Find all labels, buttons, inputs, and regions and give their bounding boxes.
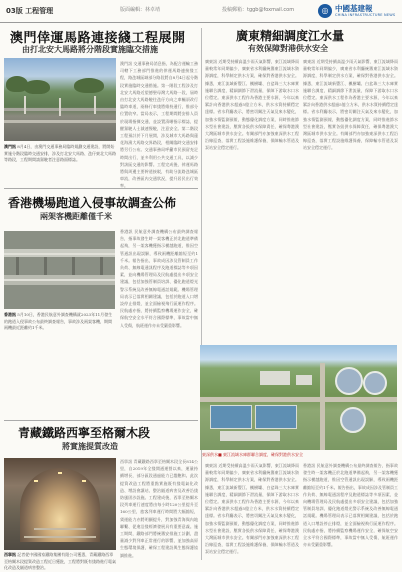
article3-body: 香港訊 民航意外調查機構公布最終調查報告，指事故發生時一架客機正於北跑道準備起飛，另一架客機獲指示橫越跑道，惟因空管通訊出現誤解，導致兩機距離縮短至約1千米。報告指出，事故成因涉及管制員工作負荷、無線電通訊程序及跑道標誌等多項因素，並向機場管理局及民航處提出多項安全建議，包括加強管制員培訓、優化跑道燈光警示系統及改善無線電通話規範。機場管理局表示已落實相關建議，包括於跑道入口增設停止排燈，並全面檢視飛行區運作程序。民航處亦指，將持續監察機場運作安全，確保航空安全水平符合國際標準，事故當中無人受傷，航班運作亦未受嚴重影響。 bbox=[120, 229, 198, 328]
article1-caption-text: 8月4日，由澳門交通事務局臨時規劃交通建設，將開始實施分階段臨時交通安排，涉及打北安大馬路、氹仔東北大馬路等路段，工程期間請駕駛者注意路面標誌。 bbox=[4, 144, 116, 162]
article1-title[interactable]: 澳門倖運馬路連接綫工程展開 bbox=[10, 31, 186, 46]
page-header bbox=[0, 0, 402, 23]
article2-body-continued: 廣東訊 近期受持續高溫少雨天氣影響，東江流域降雨量較常年同期偏少，廣東省水利廳統籌東江流域水資源調度，科學制定供水方案，確保對香港供水安全。據悉，東江流域新豐江、楓樹壩、白盆珠三大水庫實施聯合調度，精細調節下泄流量，保障下游取水口水位穩定。東深供水工程作為香港主要水源，今年以來累計向香港供水超過5億立方米，供水水質持續穩定達標。省水利廳表示，將密切關注天氣及來水變化，加強水情監測預報，動態優化調度方案，同時推進節水型社會建設，壓實各級供水保障責任，確保粵港澳大灣區城市供水安全。有關部門亦加強東深供水工程沿線巡查，落實工程設施維護保養，保障輸水管道及泵站安全穩定運行。 bbox=[205, 463, 299, 555]
article4-body: 西寧訊 青藏鐵路西寧至格爾木段全長814公里，自2019年全綫開通運營以來，運量持續增長，部分區段通過能力已趨飽和。此次提質改造工程將重點實施既有綫電氣化改造、增設會讓站、整治隧道病害及改善沿綫防風固沙設施。工程建成後，西寧至格爾木段列車運行速度將由每小時120公里提升至160公里，旅客列車運行時間將大幅縮短，貨運能力亦將明顯提升，對加強青海與內地聯繫、促進沿綫經濟發展具有重要意義。施工期間，鐵路部門將統籌安排施工計劃，盡量減少對列車正常運行的影響，並加強高原生態環境保護，確保工程建設與生態保護協調推進。 bbox=[120, 459, 198, 558]
article4-title[interactable]: 青藏鐵路西寧至格爾木段 bbox=[18, 426, 151, 440]
reservoir-aerial-photo bbox=[200, 345, 397, 450]
article1-caption-label: 澳門訊 bbox=[4, 144, 16, 149]
article2-body-left: 廣東訊 近期受持續高溫少雨天氣影響，東江流域降雨量較常年同期偏少，廣東省水利廳統籌東江流域水資源調度，科學制定供水方案，確保對香港供水安全。據悉，東江流域新豐江、楓樹壩、白盆珠三大水庫實施聯合調度，精細調節下泄流量，保障下游取水口水位穩定。東深供水工程作為香港主要水源，今年以來累計向香港供水超過5億立方米，供水水質持續穩定達標。省水利廳表示，將密切關注天氣及來水變化，加強水情監測預報，動態優化調度方案，同時推進節水型社會建設，壓實各級供水保障責任，確保粵港澳大灣區城市供水安全。有關部門亦加強東深供水工程沿線巡查，落實工程設施維護保養，保障輸水管道及泵站安全穩定運行。 bbox=[205, 59, 299, 151]
article-divider-2 bbox=[4, 420, 198, 421]
logo-chinese-name: 中國基建報 bbox=[335, 4, 373, 13]
article4-subtitle: 將實施提質改造 bbox=[62, 441, 118, 451]
column-divider bbox=[201, 28, 202, 560]
article4-caption-text: 記者從中國國家鐵路集團有限公司獲悉，青藏鐵路西寧至格爾木段提質改造工程近日獲批，工程將對既有綫路進行電氣化改造及隧道病害整治。 bbox=[4, 552, 116, 570]
road-construction-photo bbox=[4, 58, 116, 141]
editor-label: 版面編輯：林卓靖 bbox=[120, 7, 161, 13]
article3-caption-text: 5月10日，香港民航意外調查機構就2023年11月發生的跑道入侵事故公布最終調查報告，事故涉及兩架客機，期間兩機最近距離約1千米。 bbox=[4, 312, 113, 330]
article2-body-right: 廣東訊 近期受持續高溫少雨天氣影響，東江流域降雨量較常年同期偏少，廣東省水利廳統籌東江流域水資源調度，科學制定供水方案，確保對香港供水安全。據悉，東江流域新豐江、楓樹壩、白盆珠三大水庫實施聯合調度，精細調節下泄流量，保障下游取水口水位穩定。東深供水工程作為香港主要水源，今年以來累計向香港供水超過5億立方米，供水水質持續穩定達標。省水利廳表示，將密切關注天氣及來水變化，加強水情監測預報，動態優化調度方案，同時推進節水型社會建設，壓實各級供水保障責任，確保粵港澳大灣區城市供水安全。有關部門亦加強東深供水工程沿線巡查，落實工程設施維護保養，保障輸水管道及泵站安全穩定運行。 bbox=[303, 59, 398, 151]
logo-english-name: CHINA INFRASTRUCTURE NEWS bbox=[335, 13, 396, 17]
article1-caption bbox=[4, 144, 116, 176]
reservoir-photo-caption: 東深供水■ 東江流域水庫群聯合調度，確保對港供水安全 bbox=[202, 452, 304, 457]
article3-caption bbox=[4, 312, 115, 354]
masthead-logo bbox=[318, 3, 398, 19]
article3-body-continued: 香港訊 民航意外調查機構公布最終調查報告，指事故發生時一架客機正於北跑道準備起飛，另一架客機獲指示橫越跑道，惟因空管通訊出現誤解，導致兩機距離縮短至約1千米。報告指出，事故成因涉及管制員工作負荷、無線電通訊程序及跑道標誌等多項因素，並向機場管理局及民航處提出多項安全建議，包括加強管制員培訓、優化跑道燈光警示系統及改善無線電通話規範。機場管理局表示已落實相關建議，包括於跑道入口增設停止排燈，並全面檢視飛行區運作程序。民航處亦指，將持續監察機場運作安全，確保航空安全水平符合國際標準，事故當中無人受傷，航班運作亦未受嚴重影響。 bbox=[303, 463, 398, 548]
article3-caption-label: 香港訊 bbox=[4, 312, 16, 317]
article-divider bbox=[4, 188, 198, 189]
article1-body: 澳門訊 交通事務局消息指，為配合運輸工務司轄下工務部門推進的倖運馬路連接綫工程，路氹城區域部分路段將自8月4日起分階段實施臨時交通措施。第一階段工程涉及打北安大馬路近望德聖母灣大馬路一段，屆時由打北安大馬路駛往氹仔方向之車輛須改行臨時車道，兩條行車綫將維持通行，惟部分位置收窄。當局表示，工程期間將安排人員於現場指揮交通，並設置清晰指示標誌，提醒駕駛人士減速慢駛，注意安全。第二階段工程預計於下月展開，涉及城市大馬路與蓮花海濱大馬路交界路段，相關臨時交通安排將另行公布。交通事務局呼籲市民預留充足時間出行，並多利用公共交通工具，以減少對該區交通的影響。工程完成後，倖運馬路將與周邊主要幹道接駁，有助分流路氹城區車流，改善區內交通狀況，提升居民出行效率。 bbox=[120, 61, 198, 189]
article3-subtitle: 兩架客機距離僅千米 bbox=[40, 211, 112, 221]
article4-caption-label: 西寧訊 bbox=[4, 552, 16, 557]
globe-logo-icon: ◎ bbox=[318, 4, 332, 18]
section-label: 03版 工程管理 bbox=[6, 7, 54, 15]
article4-caption bbox=[4, 552, 116, 570]
article2-title[interactable]: 廣東精細調度江水量 bbox=[236, 29, 345, 43]
airport-runway-photo bbox=[4, 231, 115, 309]
article2-subtitle: 有效保障對港供水安全 bbox=[248, 43, 328, 53]
article3-title[interactable]: 香港機場跑道入侵事故調查公佈 bbox=[8, 196, 177, 210]
contact-email[interactable]: 投稿郵箱：tggb@foxmail.com bbox=[222, 7, 295, 13]
railway-tunnel-photo bbox=[4, 458, 116, 550]
article1-subtitle: 由打北安大馬路將分階段實施臨交措施 bbox=[22, 44, 158, 54]
